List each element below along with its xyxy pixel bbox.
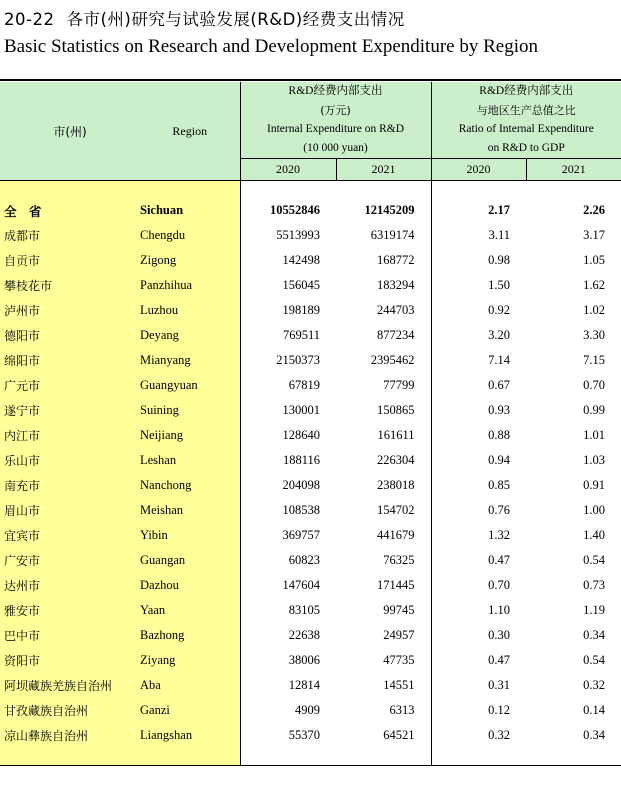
- ratio-2020-cell: 0.94: [431, 448, 526, 473]
- region-cell: Leshan: [140, 448, 240, 473]
- region-cell: Liangshan: [140, 723, 240, 748]
- expenditure-2021-cell: 6319174: [370, 228, 415, 242]
- ratio-2021-cell: 1.19: [583, 603, 606, 617]
- ratio-2020-cell: 3.20: [431, 323, 526, 348]
- ratio-2020-cell: 0.32: [431, 723, 526, 748]
- table-row: [0, 523, 621, 548]
- region-cell: Guangan: [140, 548, 240, 573]
- bottom-rule: [0, 765, 621, 766]
- ratio-2021-cell: 0.54: [583, 653, 606, 667]
- expenditure-2021-cell: 226304: [377, 453, 415, 467]
- header-group1-en2: (10 000 yuan): [303, 142, 368, 154]
- city-cell: 内江市: [0, 423, 140, 448]
- region-cell: Mianyang: [140, 348, 240, 373]
- table-row: [0, 473, 621, 498]
- ratio-2020-cell: 2.17: [431, 198, 526, 223]
- expenditure-2021-cell: 150865: [377, 403, 415, 417]
- header-group2-zh2: 与地区生产总值之比: [476, 104, 576, 117]
- expenditure-2021-cell: 238018: [377, 478, 415, 492]
- region-cell: Ganzi: [140, 698, 240, 723]
- ratio-2021-cell: 0.99: [583, 403, 606, 417]
- expenditure-2021-cell: 14551: [383, 678, 415, 692]
- ratio-2021-cell: 3.17: [583, 228, 606, 242]
- spacer-row: [0, 748, 621, 765]
- ratio-2020-cell: 0.85: [431, 473, 526, 498]
- city-cell: 全 省: [0, 198, 140, 223]
- table-row: [0, 573, 621, 598]
- ratio-2020-cell: 0.76: [431, 498, 526, 523]
- table-row: [0, 323, 621, 348]
- header-region: Region: [140, 82, 240, 181]
- top-rule: [0, 79, 621, 81]
- expenditure-2020-cell: 769511: [240, 323, 336, 348]
- table-row: [0, 598, 621, 623]
- region-cell: Sichuan: [140, 198, 240, 223]
- table-row: [0, 623, 621, 648]
- title-zh-text: 各市(州)研究与试验发展(R&D)经费支出情况: [66, 10, 405, 29]
- ratio-2020-cell: 7.14: [431, 348, 526, 373]
- table-body: [0, 181, 621, 766]
- city-cell: 宜宾市: [0, 523, 140, 548]
- city-cell: 甘孜藏族自治州: [0, 698, 140, 723]
- ratio-2020-cell: 0.98: [431, 248, 526, 273]
- expenditure-2020-cell: 156045: [240, 273, 336, 298]
- city-cell: 泸州市: [0, 298, 140, 323]
- region-cell: Dazhou: [140, 573, 240, 598]
- ratio-2020-cell: 0.70: [431, 573, 526, 598]
- ratio-2021-cell: 1.03: [583, 453, 606, 467]
- table-row: [0, 273, 621, 298]
- table-row: [0, 373, 621, 398]
- region-cell: Deyang: [140, 323, 240, 348]
- table-row: [0, 673, 621, 698]
- region-cell: Ziyang: [140, 648, 240, 673]
- city-cell: 绵阳市: [0, 348, 140, 373]
- city-cell: 乐山市: [0, 448, 140, 473]
- expenditure-2020-cell: 2150373: [240, 348, 336, 373]
- ratio-2021-cell: 1.40: [583, 528, 606, 542]
- ratio-2021-cell: 0.91: [583, 478, 606, 492]
- expenditure-2020-cell: 67819: [240, 373, 336, 398]
- ratio-2021-cell: 1.05: [583, 253, 606, 267]
- ratio-2020-cell: 1.10: [431, 598, 526, 623]
- ratio-2021-cell: 1.02: [583, 303, 606, 317]
- ratio-2020-cell: 0.92: [431, 298, 526, 323]
- table-row: [0, 548, 621, 573]
- header-year-exp-2021: 2021: [336, 159, 431, 181]
- ratio-2021-cell: 7.15: [583, 353, 606, 367]
- expenditure-2020-cell: 83105: [240, 598, 336, 623]
- expenditure-2021-cell: 64521: [383, 728, 415, 742]
- city-cell: 攀枝花市: [0, 273, 140, 298]
- expenditure-2021-cell: 171445: [377, 578, 415, 592]
- expenditure-2020-cell: 142498: [240, 248, 336, 273]
- region-cell: Zigong: [140, 248, 240, 273]
- region-cell: Guangyuan: [140, 373, 240, 398]
- expenditure-2021-cell: 24957: [383, 628, 415, 642]
- header-group-ratio: [431, 82, 621, 159]
- table-row: [0, 398, 621, 423]
- table-row: [0, 223, 621, 248]
- city-cell: 眉山市: [0, 498, 140, 523]
- expenditure-2021-cell: 441679: [377, 528, 415, 542]
- ratio-2020-cell: 0.67: [431, 373, 526, 398]
- header-group1-en1: Internal Expenditure on R&D: [267, 123, 405, 135]
- ratio-2021-cell: 0.14: [583, 703, 606, 717]
- table-row: [0, 448, 621, 473]
- region-cell: Luzhou: [140, 298, 240, 323]
- page-title-chinese: [4, 6, 405, 30]
- region-cell: Aba: [140, 673, 240, 698]
- ratio-2020-cell: 0.47: [431, 548, 526, 573]
- header-year-exp-2020: 2020: [240, 159, 336, 181]
- city-cell: 巴中市: [0, 623, 140, 648]
- expenditure-2020-cell: 188116: [240, 448, 336, 473]
- region-cell: Chengdu: [140, 223, 240, 248]
- expenditure-2020-cell: 12814: [240, 673, 336, 698]
- expenditure-2021-cell: 183294: [377, 278, 415, 292]
- city-cell: 南充市: [0, 473, 140, 498]
- ratio-2020-cell: 0.88: [431, 423, 526, 448]
- expenditure-2020-cell: 147604: [240, 573, 336, 598]
- ratio-2020-cell: 1.50: [431, 273, 526, 298]
- city-cell: 达州市: [0, 573, 140, 598]
- city-cell: 遂宁市: [0, 398, 140, 423]
- ratio-2021-cell: 0.73: [583, 578, 606, 592]
- ratio-2020-cell: 0.12: [431, 698, 526, 723]
- expenditure-2020-cell: 108538: [240, 498, 336, 523]
- ratio-2021-cell: 1.00: [583, 503, 606, 517]
- header-group2-zh1: R&D经费内部支出: [479, 85, 574, 97]
- city-cell: 德阳市: [0, 323, 140, 348]
- ratio-2021-cell: 1.62: [583, 278, 606, 292]
- region-cell: Nanchong: [140, 473, 240, 498]
- statistics-table: [0, 82, 621, 765]
- ratio-2021-cell: 0.54: [583, 553, 606, 567]
- expenditure-2021-cell: 2395462: [370, 353, 415, 367]
- expenditure-2020-cell: 128640: [240, 423, 336, 448]
- city-cell: 凉山彝族自治州: [0, 723, 140, 748]
- header-group2-en2: on R&D to GDP: [487, 142, 565, 154]
- table-number: 20-22: [4, 10, 55, 29]
- table-row: [0, 298, 621, 323]
- expenditure-2021-cell: 244703: [377, 303, 415, 317]
- expenditure-2020-cell: 60823: [240, 548, 336, 573]
- header-group1-zh2: (万元): [320, 104, 351, 117]
- region-cell: Neijiang: [140, 423, 240, 448]
- expenditure-2020-cell: 130001: [240, 398, 336, 423]
- expenditure-2021-cell: 154702: [377, 503, 415, 517]
- expenditure-2021-cell: 76325: [383, 553, 415, 567]
- expenditure-2021-cell: 6313: [389, 703, 415, 717]
- ratio-2020-cell: 3.11: [431, 223, 526, 248]
- city-cell: 广元市: [0, 373, 140, 398]
- table-row: [0, 348, 621, 373]
- header-year-ratio-2021: 2021: [526, 159, 621, 181]
- table-row: [0, 248, 621, 273]
- header-city: 市(州): [0, 82, 140, 181]
- table-row: [0, 648, 621, 673]
- expenditure-2021-cell: 47735: [383, 653, 415, 667]
- header-group-expenditure: [240, 82, 431, 159]
- header-group1-zh1: R&D经费内部支出: [288, 85, 383, 97]
- ratio-2020-cell: 0.93: [431, 398, 526, 423]
- ratio-2021-cell: 2.26: [583, 203, 606, 217]
- ratio-2020-cell: 0.31: [431, 673, 526, 698]
- city-cell: 资阳市: [0, 648, 140, 673]
- expenditure-2021-cell: 99745: [383, 603, 415, 617]
- ratio-2021-cell: 3.30: [583, 328, 606, 342]
- expenditure-2021-cell: 12145209: [364, 203, 415, 217]
- table-row-total: [0, 198, 621, 223]
- expenditure-2020-cell: 4909: [240, 698, 336, 723]
- table-row: [0, 698, 621, 723]
- page-title-english: Basic Statistics on Research and Development Expenditure by Region: [4, 36, 538, 57]
- ratio-2020-cell: 0.30: [431, 623, 526, 648]
- region-cell: Yaan: [140, 598, 240, 623]
- table-row: [0, 423, 621, 448]
- expenditure-2020-cell: 369757: [240, 523, 336, 548]
- table-row: [0, 723, 621, 748]
- expenditure-2021-cell: 161611: [377, 428, 415, 442]
- ratio-2021-cell: 1.01: [583, 428, 606, 442]
- city-cell: 雅安市: [0, 598, 140, 623]
- expenditure-2020-cell: 204098: [240, 473, 336, 498]
- ratio-2021-cell: 0.34: [583, 628, 606, 642]
- expenditure-2020-cell: 198189: [240, 298, 336, 323]
- region-cell: Meishan: [140, 498, 240, 523]
- table-row: [0, 498, 621, 523]
- region-cell: Yibin: [140, 523, 240, 548]
- city-cell: 广安市: [0, 548, 140, 573]
- city-cell: 自贡市: [0, 248, 140, 273]
- region-cell: Suining: [140, 398, 240, 423]
- city-cell: 成都市: [0, 223, 140, 248]
- expenditure-2020-cell: 5513993: [240, 223, 336, 248]
- ratio-2020-cell: 1.32: [431, 523, 526, 548]
- expenditure-2020-cell: 22638: [240, 623, 336, 648]
- expenditure-2020-cell: 10552846: [240, 198, 336, 223]
- expenditure-2021-cell: 168772: [377, 253, 415, 267]
- spacer-row: [0, 181, 621, 199]
- expenditure-2021-cell: 877234: [377, 328, 415, 342]
- region-cell: Bazhong: [140, 623, 240, 648]
- expenditure-2020-cell: 38006: [240, 648, 336, 673]
- city-cell: 阿坝藏族羌族自治州: [0, 673, 140, 698]
- ratio-2021-cell: 0.32: [583, 678, 606, 692]
- region-cell: Panzhihua: [140, 273, 240, 298]
- header-year-ratio-2020: 2020: [431, 159, 526, 181]
- expenditure-2020-cell: 55370: [240, 723, 336, 748]
- expenditure-2021-cell: 77799: [383, 378, 415, 392]
- ratio-2020-cell: 0.47: [431, 648, 526, 673]
- ratio-2021-cell: 0.34: [583, 728, 606, 742]
- header-group2-en1: Ratio of Internal Expenditure: [458, 123, 594, 135]
- ratio-2021-cell: 0.70: [583, 378, 606, 392]
